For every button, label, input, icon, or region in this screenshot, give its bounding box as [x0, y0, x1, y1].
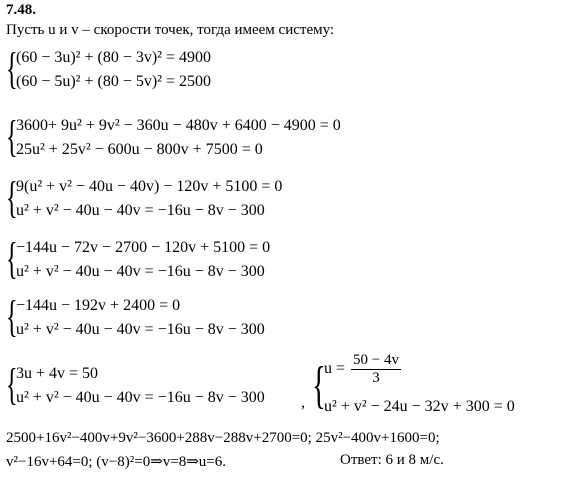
comma: , — [301, 394, 305, 411]
intro-text: Пусть u и v – скорости точек, тогда имеем систему: — [6, 22, 335, 38]
fraction — [351, 352, 401, 387]
system-2-line-2: 25u² + 25v² − 600u − 800v + 7500 = 0 — [16, 141, 263, 158]
brace-icon: { — [312, 357, 326, 414]
system-3-line-1: 9(u² + v² − 40u − 40v) − 120v + 5100 = 0 — [16, 178, 283, 195]
final-line-1: 2500+16v²−400v+9v²−3600+288v−288v+2700=0; 25v²−400v+1600=0; — [6, 430, 440, 446]
problem-number: 7.48. — [6, 2, 36, 18]
system-1-line-2: (60 − 5u)² + (80 − 5v)² = 2500 — [16, 73, 211, 90]
system-1-line-1: (60 − 3u)² + (80 − 3v)² = 4900 — [16, 49, 211, 66]
system-5-line-1: −144u − 192v + 2400 = 0 — [16, 297, 181, 314]
brace-icon: { — [6, 173, 18, 222]
system-3-line-2: u² + v² − 40u − 40v = −16u − 8v − 300 — [16, 202, 265, 219]
brace-icon: { — [6, 234, 18, 283]
fraction-denominator: 3 — [372, 370, 380, 386]
system-5-line-2: u² + v² − 40u − 40v = −16u − 8v − 300 — [16, 321, 265, 338]
system-2-line-1: 3600+ 9u² + 9v² − 360u − 480v + 6400 − 4900 = 0 — [16, 117, 341, 134]
final-line-2: v²−16v+64=0; (v−8)²=0⇒v=8⇒u=6. — [6, 454, 227, 470]
brace-icon: { — [6, 360, 18, 409]
system-6-line-1: 3u + 4v = 50 — [16, 365, 99, 382]
fraction-numerator: 50 − 4v — [353, 352, 399, 368]
brace-icon: { — [6, 112, 18, 161]
system-6-line-2: u² + v² − 40u − 40v = −16u − 8v − 300 — [16, 389, 265, 406]
u-equals: u = — [324, 360, 346, 378]
system-4-line-1: −144u − 72v − 2700 − 120v + 5100 = 0 — [16, 239, 271, 256]
answer: Ответ: 6 и 8 м/с. — [340, 452, 444, 468]
brace-icon: { — [6, 44, 18, 93]
system-7-line-1 — [324, 352, 401, 387]
brace-icon: { — [6, 292, 18, 341]
system-4-line-2: u² + v² − 40u − 40v = −16u − 8v − 300 — [16, 263, 265, 280]
system-7-line-2: u² + v² − 24u − 32v + 300 = 0 — [324, 398, 515, 415]
